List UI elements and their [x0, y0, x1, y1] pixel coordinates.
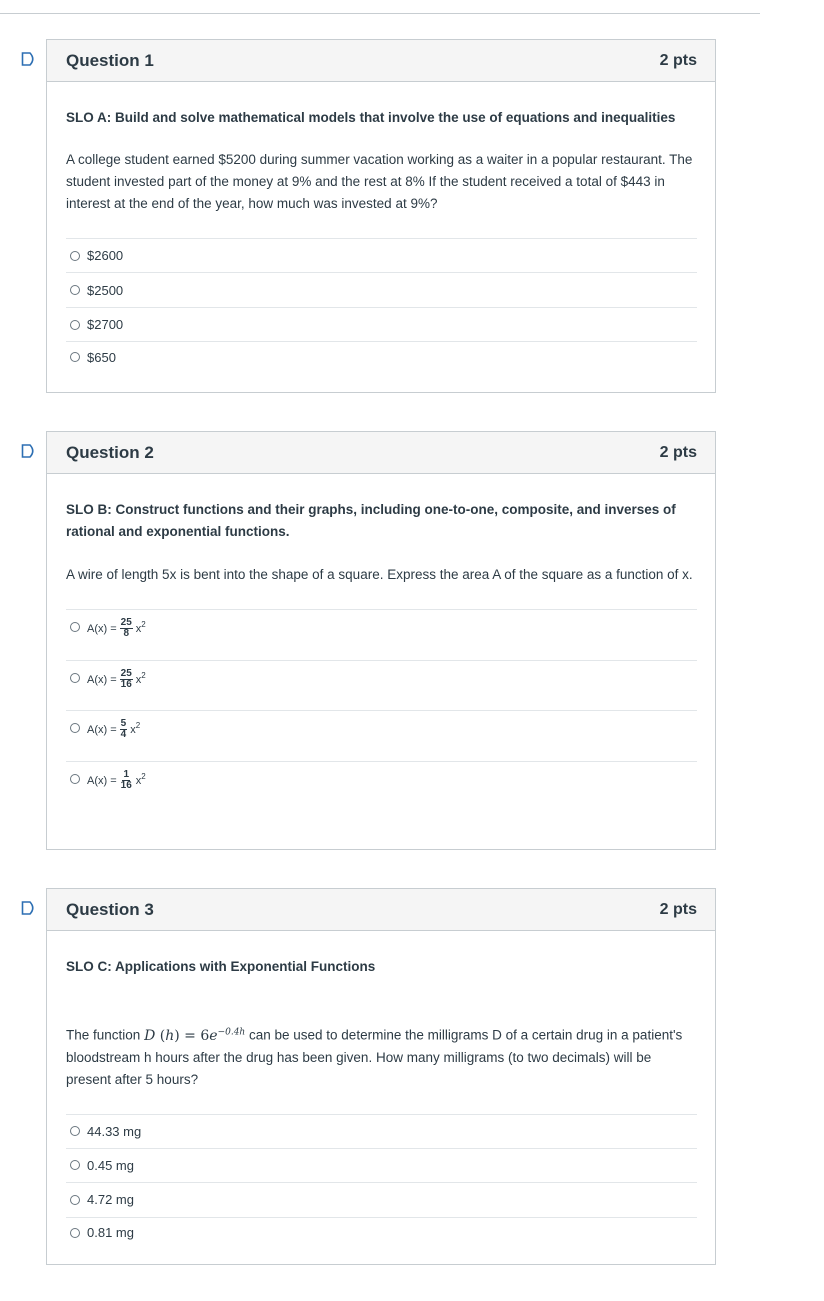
- slo-heading: SLO A: Build and solve mathematical models that involve the use of equations and inequalities: [66, 110, 676, 125]
- answer-label: $650: [87, 349, 116, 365]
- fraction-denominator: 4: [120, 729, 127, 740]
- question-header: [47, 889, 715, 931]
- answer-label: 0.81 mg: [87, 1225, 134, 1241]
- answer-option[interactable]: [66, 1183, 697, 1218]
- fraction-denominator: 16: [120, 679, 132, 690]
- radio-button-icon[interactable]: [70, 774, 80, 784]
- answer-option[interactable]: [66, 1218, 697, 1248]
- fraction: [120, 719, 128, 740]
- slo-heading: SLO B: Construct functions and their graphs, including one-to-one, composite, and inverses of rational and exponential functions.: [66, 502, 676, 539]
- radio-button-icon[interactable]: [70, 622, 80, 632]
- answer-formula: [87, 669, 146, 690]
- answer-option[interactable]: [66, 762, 697, 812]
- formula: D $(h) = 6e^{-0.4h}$: [144, 1027, 246, 1044]
- answer-list: [66, 238, 697, 372]
- answer-label: $2700: [87, 317, 124, 332]
- radio-button-icon[interactable]: [70, 352, 80, 362]
- fraction-denominator: 16: [120, 780, 132, 791]
- answer-option[interactable]: [66, 239, 697, 273]
- formula-base: e: [209, 1027, 218, 1044]
- question-body: [47, 107, 715, 372]
- radio-button-icon[interactable]: [70, 1195, 80, 1205]
- formula-function: D: [144, 1027, 156, 1044]
- fraction-numerator: 1: [123, 769, 129, 780]
- question-title: Question 3: [66, 899, 154, 919]
- formula-argument: h: [165, 1027, 175, 1044]
- radio-button-icon[interactable]: [70, 1160, 80, 1170]
- question-body: [47, 956, 715, 1248]
- top-divider: [0, 13, 760, 14]
- answer-formula: [87, 618, 146, 639]
- fraction-numerator: 5: [120, 718, 127, 729]
- slo-heading: SLO C: Applications with Exponential Functions: [66, 959, 376, 974]
- radio-button-icon[interactable]: [70, 320, 80, 330]
- fraction: [120, 669, 133, 690]
- formula-variable: x: [135, 673, 142, 686]
- question-header: [47, 432, 715, 474]
- formula-lhs: A(x) =: [87, 673, 117, 686]
- question-2: [46, 431, 716, 850]
- formula-lhs: A(x) =: [87, 622, 117, 635]
- answer-label: $2600: [87, 248, 124, 263]
- answer-option[interactable]: [66, 661, 697, 711]
- question-points: 2 pts: [659, 443, 697, 461]
- question-3: [46, 888, 716, 1265]
- radio-button-icon[interactable]: [70, 1228, 80, 1238]
- flag-question-3-icon[interactable]: [21, 901, 37, 915]
- flag-question-1-icon[interactable]: [21, 52, 37, 66]
- question-points: 2 pts: [659, 51, 697, 69]
- formula-variable: x: [135, 622, 142, 635]
- fraction: [120, 770, 133, 791]
- question-text: [66, 1021, 697, 1091]
- question-points: 2 pts: [659, 900, 697, 918]
- question-1: [46, 39, 716, 393]
- answer-formula: [87, 719, 140, 740]
- answer-option[interactable]: [66, 711, 697, 762]
- formula-lhs: A(x) =: [87, 723, 117, 736]
- radio-button-icon[interactable]: [70, 723, 80, 733]
- formula-coefficient: 6: [200, 1027, 210, 1044]
- answer-label: 4.72 mg: [87, 1192, 134, 1208]
- formula-lhs: A(x) =: [87, 774, 117, 787]
- answer-list: [66, 609, 697, 812]
- answer-option[interactable]: [66, 273, 697, 308]
- fraction-numerator: 25: [120, 617, 132, 628]
- formula-exponent: 2: [141, 671, 146, 680]
- question-body: [47, 499, 715, 812]
- fraction-numerator: 25: [120, 668, 132, 679]
- question-header: [47, 40, 715, 82]
- formula-exponent: 2: [141, 620, 146, 629]
- answer-option[interactable]: [66, 1115, 697, 1149]
- answer-label: 44.33 mg: [87, 1123, 142, 1139]
- formula-exponent: −0.4h: [217, 1027, 246, 1037]
- fraction-denominator: 8: [123, 628, 129, 639]
- formula-variable: x: [135, 774, 142, 787]
- question-title: Question 2: [66, 442, 154, 462]
- formula-variable: x: [130, 723, 136, 736]
- question-text: A college student earned $5200 during summer vacation working as a waiter in a popular restaurant. The student invested part of the money at 9% and the rest at 8% If the student received a total of $443 in interest at the end of the year, how much was invested at 9%?: [66, 152, 693, 211]
- radio-button-icon[interactable]: [70, 285, 80, 295]
- fraction: [120, 618, 133, 639]
- answer-option[interactable]: [66, 1149, 697, 1183]
- radio-button-icon[interactable]: [70, 673, 80, 683]
- question-text-before: The function: [66, 1027, 141, 1043]
- question-text: A wire of length 5x is bent into the shape of a square. Express the area A of the square as a function of x.: [66, 567, 693, 582]
- answer-option[interactable]: [66, 308, 697, 342]
- answer-formula: [87, 770, 146, 791]
- question-text-after: can be used to determine the milligrams D of a certain drug in a patient's bloodstream h hours after the drug has been given. How many milligrams (to two decimals) will be present after 5 hours?: [66, 1027, 683, 1087]
- radio-button-icon[interactable]: [70, 251, 80, 261]
- formula-exponent: 2: [141, 772, 146, 781]
- flag-question-2-icon[interactable]: [21, 444, 37, 458]
- answer-option[interactable]: [66, 342, 697, 372]
- formula-exponent: 2: [135, 721, 141, 730]
- question-title: Question 1: [66, 50, 154, 70]
- answer-label: $2500: [87, 282, 124, 298]
- answer-option[interactable]: [66, 610, 697, 661]
- radio-button-icon[interactable]: [70, 1126, 80, 1136]
- answer-list: [66, 1114, 697, 1248]
- answer-label: 0.45 mg: [87, 1157, 134, 1173]
